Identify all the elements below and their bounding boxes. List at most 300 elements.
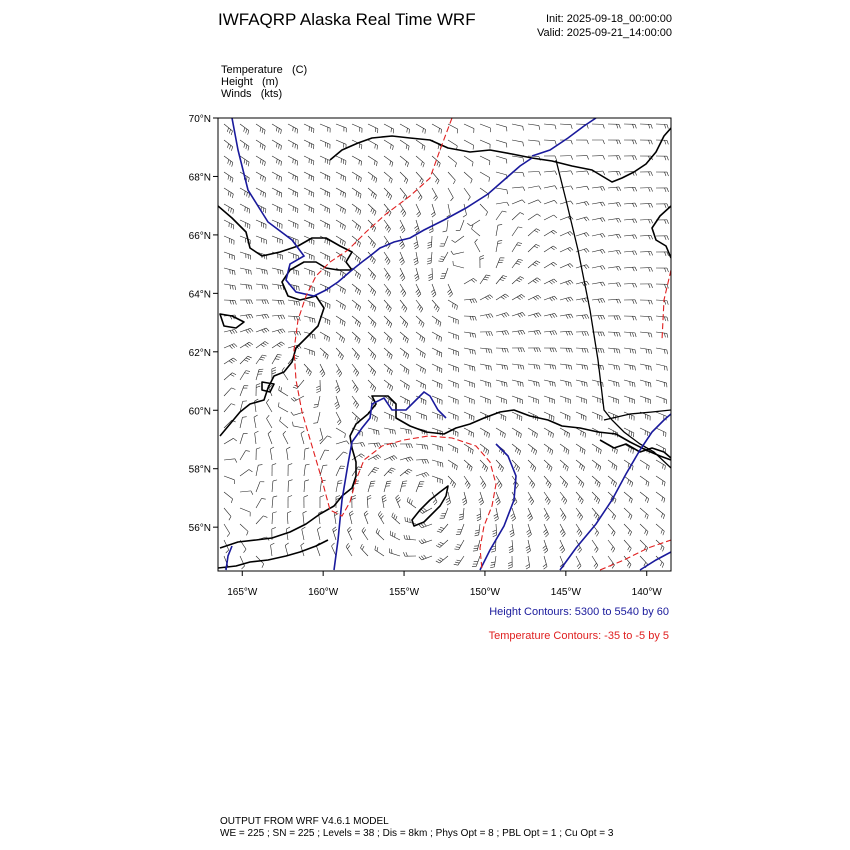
wind-barb — [320, 332, 330, 342]
wind-barb — [416, 459, 429, 463]
wind-barb — [304, 364, 311, 376]
wind-barb — [656, 236, 669, 240]
wind-barb — [368, 236, 375, 248]
wind-barb — [266, 415, 272, 428]
wind-barb — [240, 124, 249, 135]
wind-barb — [592, 140, 604, 144]
wind-barb — [592, 396, 603, 404]
wind-barb — [528, 244, 540, 252]
wind-barb — [624, 156, 637, 160]
wind-barb — [448, 332, 458, 340]
wind-barb — [336, 441, 349, 444]
wind-barb — [256, 220, 266, 229]
wind-barb — [240, 140, 249, 150]
wind-barb — [656, 204, 669, 208]
wind-barb — [608, 380, 619, 387]
wind-barb — [640, 203, 653, 207]
wind-barb — [368, 284, 376, 296]
wind-barb — [240, 300, 253, 304]
wind-barb — [320, 220, 330, 229]
lon-tick-label: 140°W — [631, 587, 662, 598]
wind-barb — [576, 412, 586, 421]
wind-barb — [400, 156, 409, 167]
wind-barb — [272, 284, 284, 290]
wind-barb — [464, 476, 470, 489]
wind-barb — [288, 496, 292, 508]
wind-barb — [416, 172, 423, 184]
wind-barb — [576, 508, 583, 520]
wind-barb — [453, 261, 464, 268]
wind-barb — [544, 279, 557, 284]
wind-barb — [496, 294, 509, 300]
wind-barb — [304, 172, 314, 181]
wind-barb — [464, 364, 475, 371]
wind-barb — [400, 364, 409, 374]
temp-contour-east — [662, 270, 671, 340]
wind-barb — [352, 443, 365, 447]
wind-barb — [576, 265, 589, 269]
wind-barb — [560, 264, 573, 268]
wind-barb — [292, 422, 304, 428]
wind-barb — [352, 332, 360, 343]
wind-barb — [304, 140, 314, 149]
wind-barb — [256, 188, 266, 197]
wind-barb — [496, 202, 509, 206]
wind-barb — [560, 232, 573, 236]
height-contour-north — [532, 118, 596, 156]
wind-barb — [656, 300, 668, 305]
wind-barb — [304, 316, 315, 323]
wind-barb — [304, 156, 314, 165]
wind-barb — [480, 204, 488, 216]
wind-barb — [304, 495, 308, 508]
wind-barb — [416, 482, 424, 492]
wind-barb — [512, 428, 521, 438]
wind-barb — [624, 235, 637, 239]
wind-barb — [256, 465, 262, 476]
wind-barb — [492, 524, 496, 537]
wind-barb — [464, 278, 477, 284]
wind-barb — [416, 364, 426, 374]
wind-barb — [352, 300, 361, 311]
wind-barb — [304, 464, 310, 476]
wind-barb — [656, 428, 666, 437]
wind-barb — [280, 417, 288, 428]
wind-barb — [544, 296, 557, 301]
wind-barb — [416, 124, 426, 134]
wind-barb — [304, 220, 314, 229]
wind-barb — [640, 364, 651, 371]
wind-barb — [576, 186, 589, 190]
wind-barb — [512, 330, 525, 334]
wind-barb — [480, 380, 491, 387]
wind-barb — [528, 313, 541, 318]
wind-barb — [560, 508, 566, 521]
wind-barb — [640, 380, 651, 387]
wind-barb — [527, 508, 532, 521]
wind-barb — [544, 396, 555, 404]
wind-barb — [432, 172, 439, 184]
wind-barb — [288, 300, 300, 306]
wind-barb — [656, 396, 667, 404]
wind-barb — [428, 268, 432, 281]
wind-barb — [560, 156, 573, 160]
wind-barb — [304, 188, 314, 197]
wind-barb — [448, 188, 453, 201]
wind-barb — [224, 252, 234, 260]
wind-barb — [464, 412, 474, 421]
wind-barb — [368, 204, 376, 215]
wind-barb — [352, 284, 361, 295]
wind-barb — [404, 535, 416, 540]
wind-barb — [496, 124, 507, 131]
wind-barb — [496, 224, 502, 236]
wind-barb — [240, 268, 251, 275]
wind-barb — [464, 156, 473, 166]
lon-tick-label: 165°W — [227, 587, 258, 598]
wind-barb — [272, 220, 282, 229]
wind-barb — [240, 556, 245, 569]
wind-barb — [320, 124, 330, 132]
wind-barb — [352, 467, 362, 476]
wind-barb — [656, 364, 667, 371]
wind-barb — [224, 459, 237, 463]
wind-barb — [576, 332, 589, 336]
wind-barb — [256, 369, 263, 380]
wind-barb — [496, 313, 509, 318]
wind-barb — [527, 524, 532, 537]
wind-barb — [464, 172, 472, 183]
wind-barb — [528, 261, 540, 268]
wind-barb — [384, 481, 391, 492]
wind-barb — [400, 124, 410, 134]
wind-barb — [576, 202, 589, 206]
wind-barb — [352, 124, 362, 133]
wind-barb — [480, 348, 492, 353]
wind-barb — [560, 476, 568, 488]
wind-barb — [528, 348, 541, 352]
wind-barb — [432, 476, 442, 484]
wind-barb — [512, 396, 522, 404]
wind-barb — [528, 380, 539, 387]
wind-barb — [224, 220, 234, 229]
wind-barb — [224, 492, 233, 503]
aleutian-chain — [218, 540, 328, 568]
wind-barb — [436, 540, 448, 547]
wind-barb — [390, 531, 400, 540]
wind-barb — [592, 556, 598, 569]
lon-tick-label: 145°W — [550, 587, 581, 598]
wind-barb — [432, 316, 441, 327]
wind-barb — [528, 476, 535, 488]
wind-barb — [288, 156, 298, 165]
wind-barb — [279, 386, 288, 396]
wind-barb — [624, 508, 632, 519]
wind-barb — [416, 316, 424, 327]
wind-barb — [624, 396, 635, 404]
wind-barb — [512, 200, 525, 204]
coastlines — [218, 128, 671, 568]
wind-barb — [304, 480, 309, 492]
wind-barb — [400, 220, 405, 233]
wind-barb — [640, 524, 648, 535]
wind-barb — [272, 300, 284, 305]
wind-barb — [512, 172, 524, 177]
lat-tick-label: 60°N — [188, 406, 211, 418]
wind-barb — [447, 204, 451, 217]
wind-barb — [336, 172, 346, 181]
wind-barb — [224, 156, 233, 167]
wind-barb — [608, 348, 620, 353]
wind-barb — [656, 492, 665, 503]
us-canada-border — [556, 160, 671, 468]
wind-barb — [272, 329, 285, 334]
wind-barb — [400, 140, 409, 150]
wind-barb — [464, 188, 470, 201]
wind-barb — [480, 156, 490, 165]
wind-barb — [447, 284, 452, 297]
wind-barb — [368, 467, 379, 476]
longitude-axis — [227, 571, 662, 598]
wind-barb — [528, 278, 541, 284]
wind-barb — [624, 364, 635, 370]
wind-barb — [512, 412, 522, 421]
height-contours-label: Height Contours: 5300 to 5540 by 60 — [489, 606, 669, 618]
wind-barb — [576, 556, 581, 569]
wind-barb — [560, 540, 565, 553]
wind-barb — [608, 460, 617, 470]
wind-barb — [272, 354, 282, 364]
wind-barb — [336, 481, 342, 492]
wind-barb — [544, 364, 556, 369]
wind-barb — [272, 156, 282, 166]
wind-barb — [384, 188, 392, 200]
wind-barb — [240, 328, 253, 333]
wind-barb — [528, 214, 541, 220]
wind-barb — [301, 431, 304, 444]
wind-barb — [480, 275, 490, 284]
wind-barb — [592, 364, 604, 370]
wind-barb — [414, 252, 419, 265]
wind-barb — [560, 428, 570, 438]
wind-barb — [592, 412, 602, 421]
wind-barb — [399, 236, 404, 249]
model-name: OUTPUT FROM WRF V4.6.1 MODEL — [220, 816, 389, 827]
wind-barb — [624, 124, 636, 128]
wind-barb — [480, 332, 493, 336]
wind-barb — [336, 124, 346, 132]
wind-barb — [475, 524, 480, 536]
wind-barb — [624, 476, 633, 487]
wind-barb — [240, 524, 248, 535]
wind-barb — [368, 268, 376, 280]
wind-barb — [624, 203, 637, 207]
wind-barb — [320, 140, 330, 149]
wind-barb — [592, 156, 605, 160]
model-footer — [220, 816, 613, 840]
wind-barb — [462, 492, 467, 505]
wind-barb — [367, 495, 371, 508]
wind-barb — [419, 539, 432, 544]
wind-barb — [432, 380, 442, 389]
wind-barb — [320, 268, 330, 277]
wind-barb — [278, 402, 288, 412]
wind-barb — [416, 472, 429, 477]
wind-barb — [396, 495, 401, 508]
wind-barb — [335, 380, 340, 393]
wind-barb — [467, 220, 480, 226]
height-contour-east — [560, 414, 671, 570]
wind-barb — [576, 444, 585, 454]
wind-barb — [624, 187, 637, 191]
wind-barb — [448, 396, 458, 404]
wind-barb — [431, 204, 435, 217]
wind-barb — [240, 433, 248, 444]
wind-barb — [368, 364, 376, 376]
wind-barb — [456, 220, 464, 230]
wind-barb — [384, 316, 392, 328]
wind-barb — [336, 316, 345, 326]
wind-barb — [272, 236, 282, 244]
wind-barb — [576, 460, 585, 471]
wind-barb — [528, 200, 541, 204]
lat-tick-label: 68°N — [188, 172, 211, 184]
wind-barb — [496, 364, 508, 370]
wind-barb — [285, 543, 288, 556]
wind-barb — [384, 140, 393, 150]
wind-barb — [272, 464, 276, 476]
wind-barb — [255, 431, 259, 444]
wind-barb — [624, 348, 636, 354]
wind-barb — [608, 396, 619, 404]
wind-barb — [352, 396, 359, 408]
wind-barb — [303, 511, 307, 524]
wind-barb — [592, 299, 605, 303]
wind-barb — [496, 211, 506, 220]
wind-barb — [336, 364, 342, 377]
wind-barb — [224, 358, 237, 364]
wind-barb — [576, 156, 589, 160]
wind-barb — [656, 524, 664, 535]
wind-barb — [419, 555, 432, 560]
wind-barb — [416, 444, 428, 449]
wind-barb — [224, 329, 237, 334]
wind-barb — [512, 444, 521, 455]
wind-barb — [270, 447, 274, 460]
lat-tick-label: 64°N — [188, 289, 211, 301]
wind-barb — [336, 140, 346, 149]
wind-barb — [528, 172, 541, 176]
lon-tick-label: 155°W — [388, 587, 420, 598]
wind-barb — [480, 460, 488, 472]
wind-barb — [384, 468, 395, 476]
wind-barb — [240, 417, 247, 428]
wind-barb — [256, 172, 266, 182]
wind-barb — [320, 156, 330, 165]
wind-barb — [272, 188, 282, 197]
wind-barb — [414, 236, 419, 249]
wind-barb — [640, 460, 649, 470]
wind-barb — [272, 315, 285, 319]
wind-barb — [544, 476, 551, 488]
wind-barb — [528, 396, 539, 404]
wind-barb — [256, 448, 260, 460]
wind-barb — [224, 124, 233, 135]
wind-barb — [592, 218, 605, 222]
wind-barb — [656, 124, 668, 129]
wind-barb — [320, 465, 327, 476]
wind-barb — [576, 476, 584, 488]
wind-barb — [368, 124, 378, 133]
wind-barb — [320, 495, 324, 508]
wind-barb — [314, 396, 320, 407]
wind-barb — [288, 464, 292, 476]
wind-barb — [480, 428, 490, 438]
wind-barb — [240, 371, 250, 380]
wind-barb — [576, 217, 589, 221]
wind-barb — [256, 482, 264, 492]
field-height: Height (m) — [221, 76, 279, 88]
wind-barb — [544, 313, 557, 318]
wind-barb — [240, 314, 253, 319]
wind-barb — [224, 388, 235, 396]
wind-barb — [448, 476, 456, 488]
wind-barb — [560, 380, 571, 387]
wind-barb — [608, 187, 621, 191]
wind-barb — [256, 300, 269, 304]
lat-tick-label: 58°N — [188, 464, 211, 476]
wind-barb — [416, 284, 421, 297]
wind-barb — [240, 491, 253, 495]
wind-barb — [400, 332, 408, 343]
wind-barb — [414, 268, 419, 281]
wind-barb — [624, 332, 636, 337]
wind-barb — [443, 220, 448, 232]
wind-barb — [384, 456, 397, 461]
wind-barb — [399, 252, 404, 265]
wind-barb — [304, 348, 315, 356]
wind-barb — [368, 316, 376, 327]
wind-barb — [640, 300, 652, 304]
wind-barb — [448, 412, 458, 421]
wind-barb — [268, 431, 272, 444]
wind-barb — [440, 508, 448, 518]
wind-barb — [528, 229, 540, 236]
wind-barb — [592, 124, 604, 128]
wind-barb — [544, 171, 557, 175]
border-lines — [556, 160, 671, 468]
wind-barb — [656, 380, 667, 387]
wind-barb — [656, 348, 668, 354]
wind-barb — [608, 234, 621, 238]
wind-barb — [364, 511, 368, 524]
model-config: WE = 225 ; SN = 225 ; Levels = 38 ; Dis = 8km ; Phys Opt = 8 ; PBL Opt = 1 ; Cu Opt = 3 — [220, 828, 614, 839]
wind-barb — [302, 527, 306, 540]
wind-barb — [592, 476, 600, 487]
wind-barb — [432, 124, 442, 134]
wind-barb — [256, 355, 266, 364]
wind-barb — [464, 348, 475, 355]
wind-barb — [448, 172, 455, 184]
temperature-contours-label: Temperature Contours: -35 to -5 by 5 — [488, 630, 669, 642]
wind-barb — [432, 460, 443, 467]
wind-barb — [496, 156, 507, 163]
wind-barb — [496, 396, 506, 404]
wind-barb — [560, 492, 567, 504]
wind-barb — [224, 284, 236, 290]
lat-tick-label: 66°N — [188, 230, 211, 242]
wind-barb — [400, 457, 413, 462]
